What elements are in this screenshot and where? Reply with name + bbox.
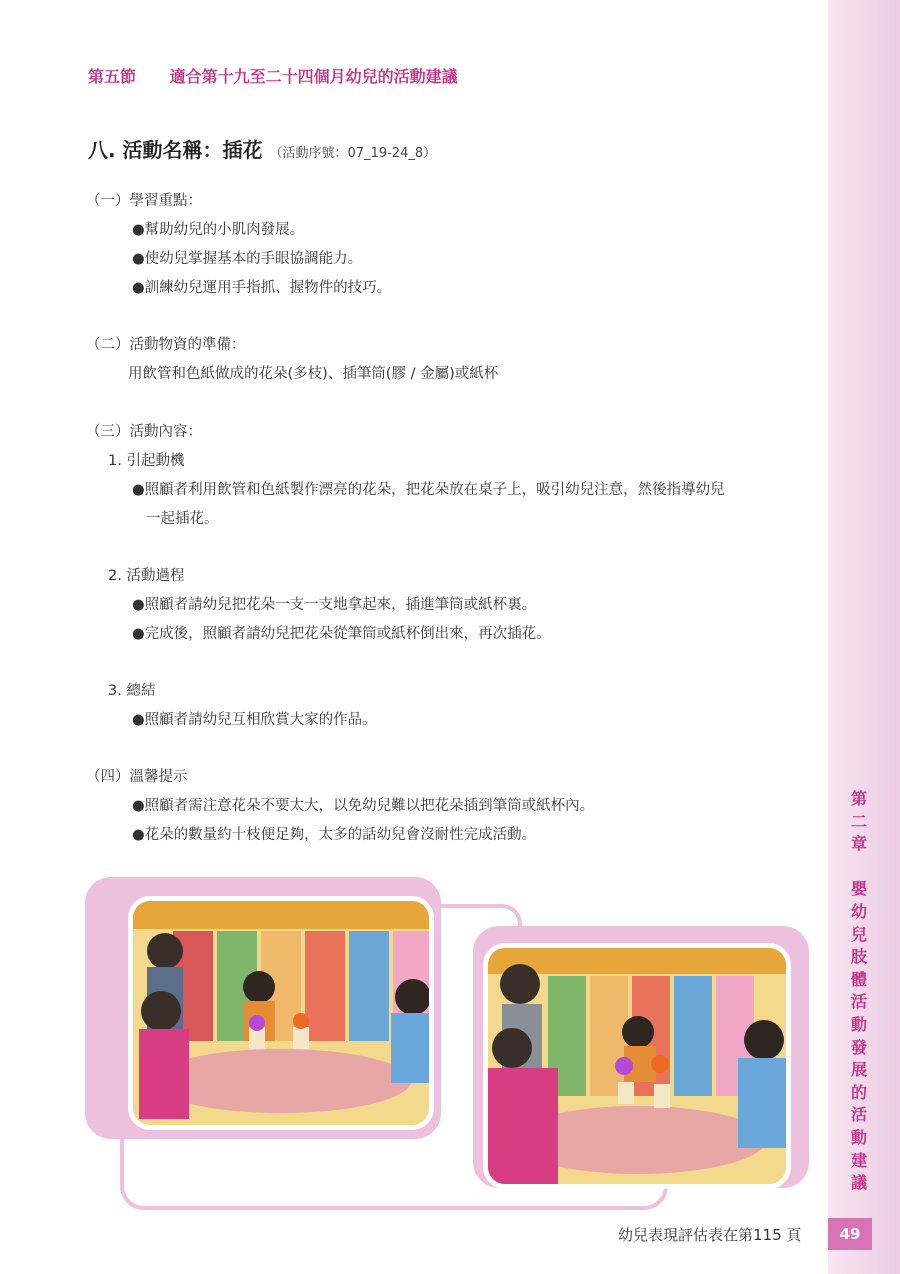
tip-item: ●照顧者需注意花朵不要太大，以免幼兒難以把花朵插到筆筒或紙杯內。 [132,798,595,814]
chapter-char: 動 [850,1127,867,1147]
chapter-char: 兒 [850,924,867,944]
section-number: 第五節 [88,67,137,86]
step-item: ●照顧者利用飲管和色紙製作漂亮的花朵，把花朵放在桌子上，吸引幼兒注意，然後指導幼兒 [132,482,725,498]
chapter-char: 二 [850,811,867,831]
chapter-title-vertical [844,788,874,1195]
step-label: 2. 活動過程 [108,568,185,584]
tip-item: ●花朵的數量約十枝便足夠，太多的話幼兒會沒耐性完成活動。 [132,827,537,843]
learning-heading: （一）學習重點： [86,193,202,209]
chapter-char: 展 [850,1060,867,1080]
learning-item: ●使幼兒掌握基本的手眼協調能力。 [132,251,363,267]
step-label: 1. 引起動機 [108,453,185,469]
chapter-gap [844,856,874,879]
activity-name: 八. 活動名稱：插花 [88,138,263,162]
activity-photo-2 [483,943,791,1189]
chapter-char: 體 [850,969,867,989]
chapter-char: 幼 [850,901,867,921]
classroom-photo-image [488,948,786,1184]
classroom-photo-image [133,901,429,1125]
chapter-char: 活 [850,992,867,1012]
materials-heading: （二）活動物資的準備： [86,337,246,353]
step-item: ●照顧者請幼兒互相欣賞大家的作品。 [132,712,377,728]
chapter-char: 活 [850,1105,867,1125]
step-item-continued: 一起插花。 [146,511,219,527]
chapter-char: 的 [850,1082,867,1102]
chapter-char: 建 [850,1150,867,1170]
chapter-char: 嬰 [850,879,867,899]
activity-title [88,134,436,163]
chapter-char: 議 [850,1173,867,1193]
activity-photo-1 [128,896,434,1130]
chapter-char: 發 [850,1037,867,1057]
page-number: 49 [828,1218,872,1250]
assessment-reference: 幼兒表現評估表在第115 頁 [618,1226,802,1244]
step-item: ●照顧者請幼兒把花朵一支一支地拿起來，插進筆筒或紙杯裏。 [132,597,537,613]
learning-item: ●幫助幼兒的小肌肉發展。 [132,222,305,238]
step-item: ●完成後，照顧者請幼兒把花朵從筆筒或紙杯倒出來，再次插花。 [132,626,551,642]
section-header [88,64,458,87]
step-label: 3. 總結 [108,683,156,699]
learning-item: ●訓練幼兒運用手指抓、握物件的技巧。 [132,280,392,296]
tips-heading: （四）溫馨提示 [86,769,188,785]
content-heading: （三）活動內容： [86,424,202,440]
activity-code: （活動序號：07_19-24_8） [269,146,437,161]
materials-text: 用飲管和色紙做成的花朵(多枝)、插筆筒(膠 / 金屬)或紙杯 [128,366,499,382]
chapter-char: 肢 [850,947,867,967]
section-title: 適合第十九至二十四個月幼兒的活動建議 [169,67,458,86]
chapter-char: 章 [850,834,867,854]
chapter-char: 第 [850,789,867,808]
chapter-char: 動 [850,1014,867,1034]
